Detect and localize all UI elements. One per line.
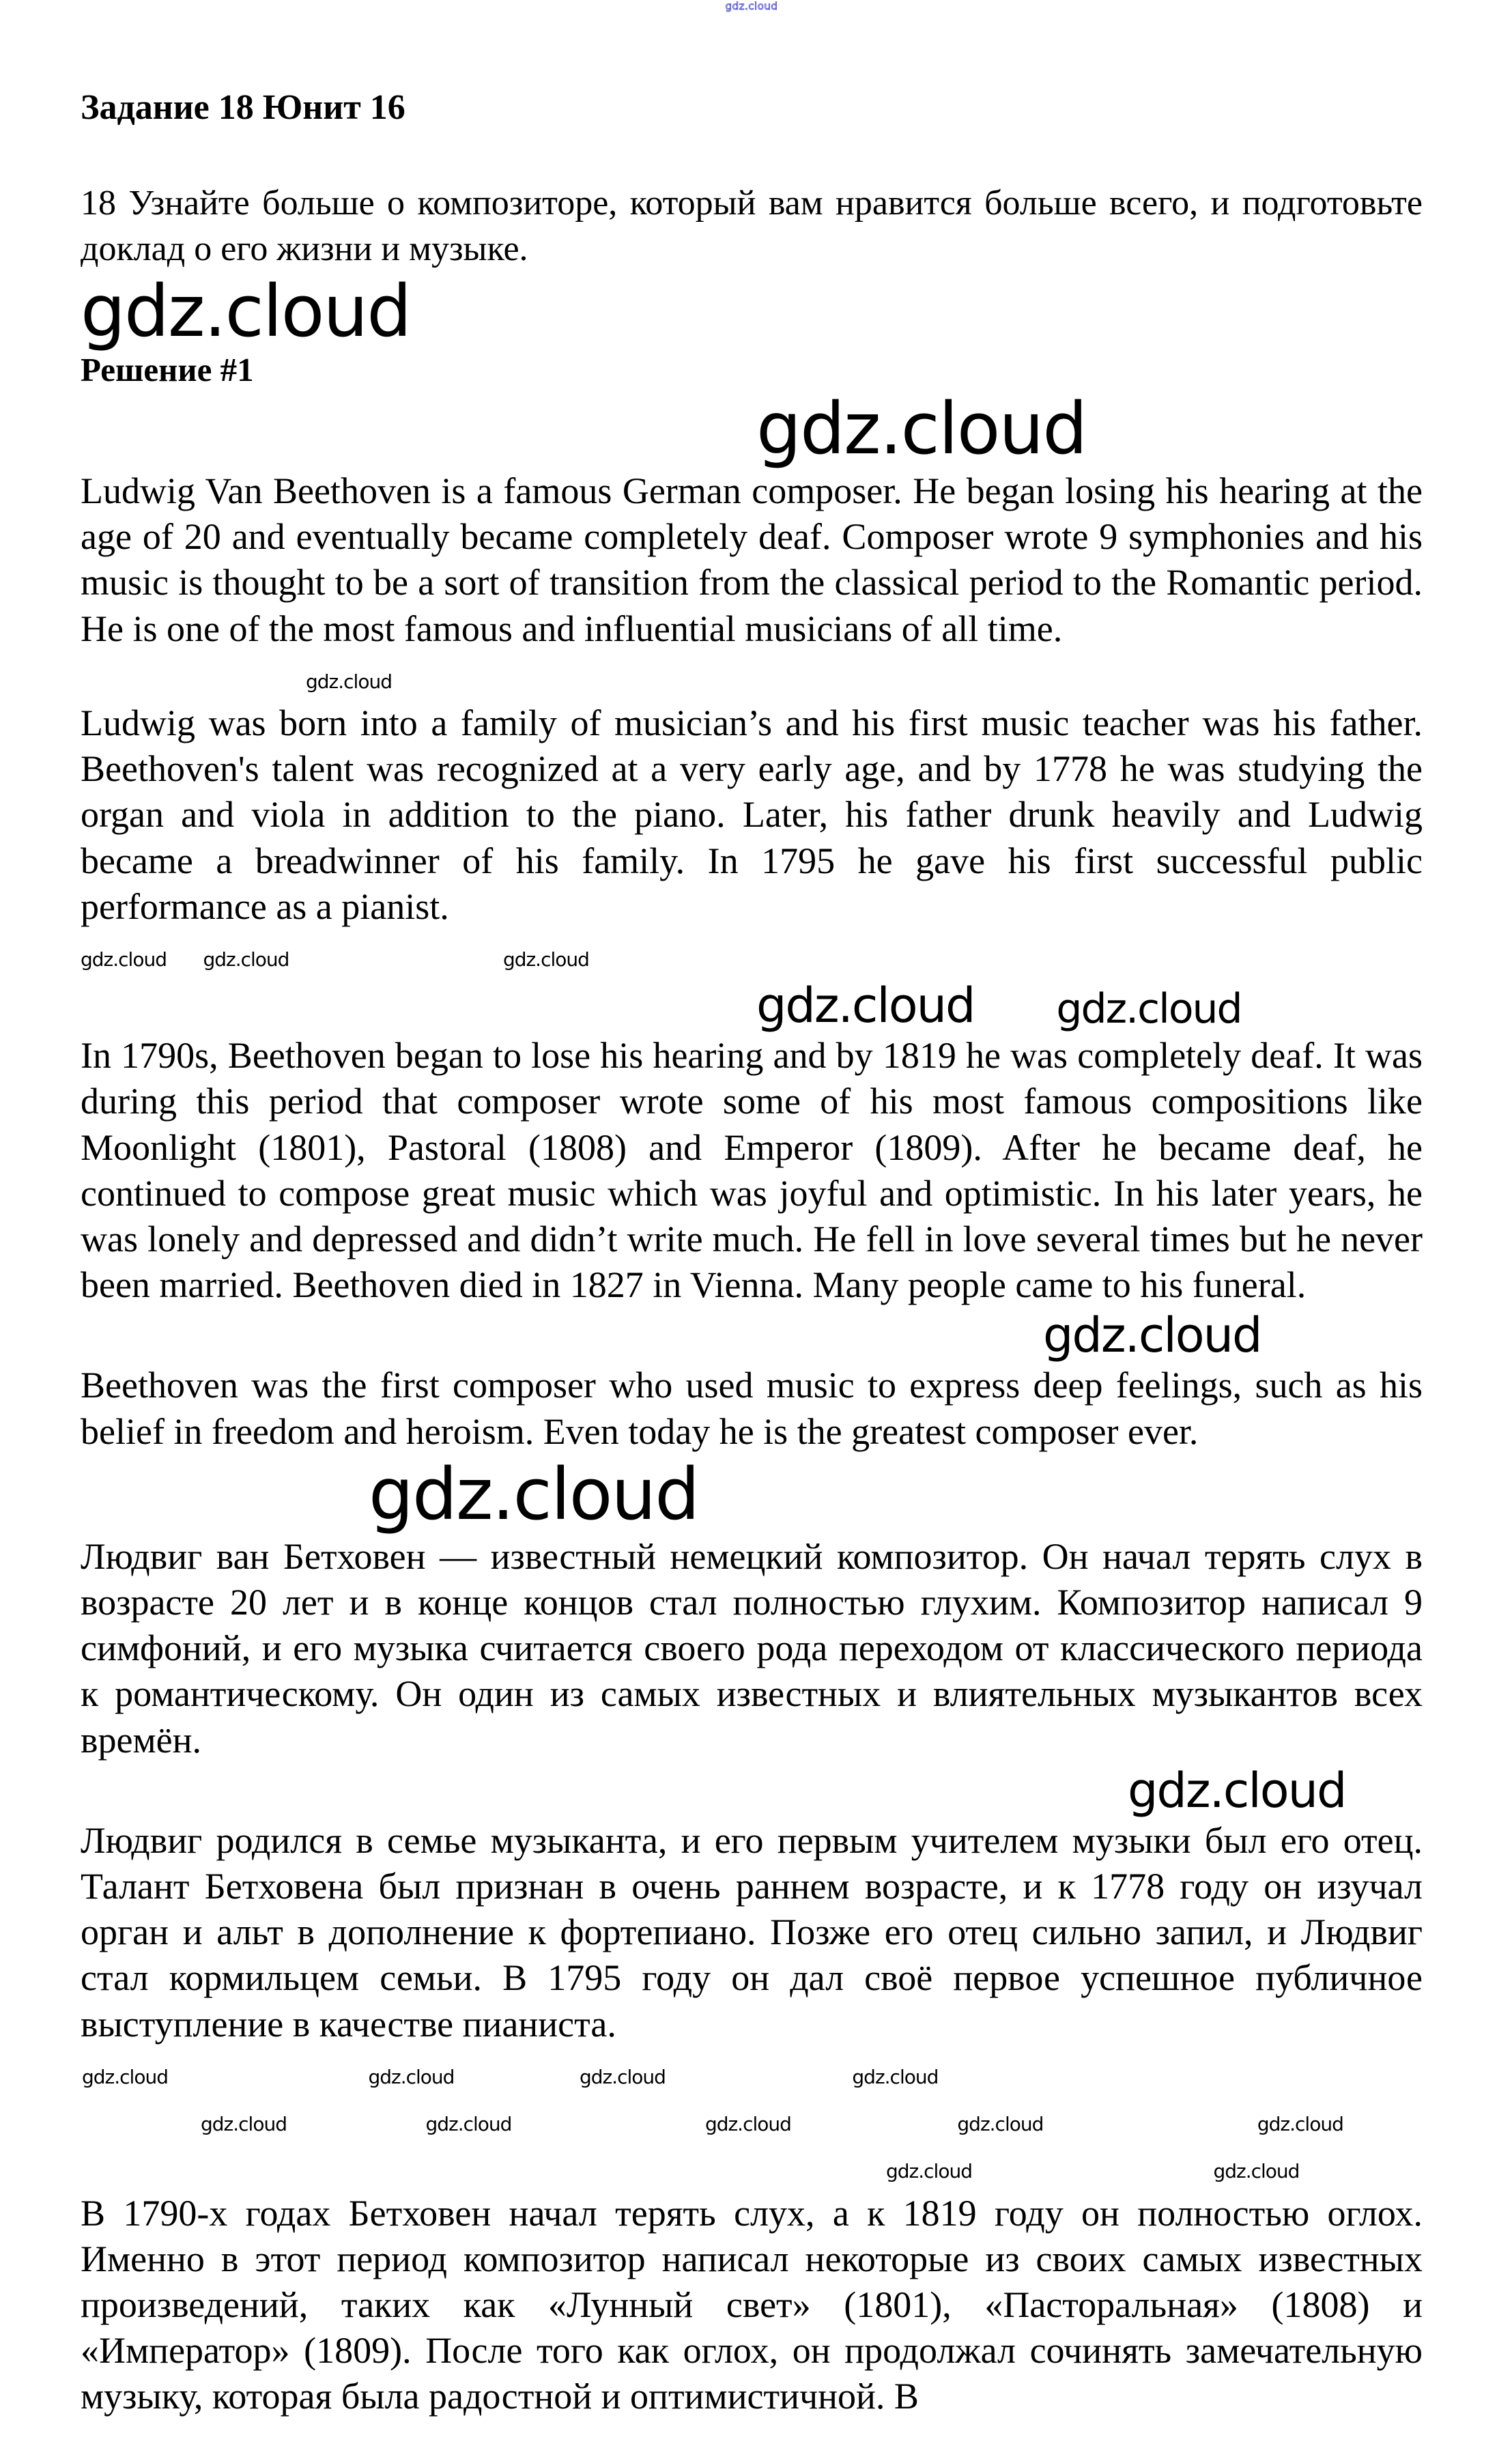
watermark-row xyxy=(81,2143,1423,2189)
watermark-text: gdz.cloud xyxy=(579,2065,666,2088)
english-paragraph: Beethoven was the first composer who used music to express deep feelings, such as his belief in freedom and heroism. Even today he is the greatest composer ever. xyxy=(81,1365,1423,1452)
watermark-row xyxy=(81,2096,1423,2142)
watermark-row xyxy=(81,931,1423,977)
watermark-text: gdz.cloud xyxy=(1043,1307,1261,1364)
watermark-text: gdz.cloud xyxy=(369,1452,699,1536)
watermark-text: gdz.cloud xyxy=(201,2113,287,2136)
english-paragraph: Ludwig Van Beethoven is a famous German composer. He began losing his hearing at the age of 20 and eventually became completely deaf. Composer wrote 9 symphonies and his music is thought to be a sort of transition from the classical period to the Romantic period. He is one of the most famous and influential musicians of all time. xyxy=(81,470,1423,649)
russian-paragraph: Людвиг ван Бетховен — известный немецкий композитор. Он начал терять слух в возрасте 20 лет и в конце концов стал полностью глухим. Композитор написал 9 симфоний, и его музыка считается своего рода переходом от классического периода к романтическому. Он один из самых известных и влиятельных музыкантов всех времён. xyxy=(81,1535,1423,1761)
watermark-text: gdz.cloud xyxy=(756,387,1087,470)
watermark-text: gdz.cloud xyxy=(1056,985,1242,1034)
russian-paragraph: Людвиг родился в семье музыканта, и его первым учителем музыки был его отец. Талант Бетховена был признан в очень раннем возрасте, и к 1778 году он изучал орган и альт в дополнение к фортепиано. Позже его отец сильно запил, и Людвиг стал кормильцем семьи. В 1795 году он дал своё первое успешное публичное выступление в качестве пианиста. xyxy=(81,1819,1423,2045)
russian-paragraph: В 1790-х годах Бетховен начал терять слух, а к 1819 году он полностью оглох. Именно в этот период композитор написал некоторые из своих самых известных произведений, таких как «Лунный свет» (1801), «Пасторальная» (1808) и «Император» (1809). После того как оглох, он продолжал сочинять замечательную музыку, которая была радостной и оптимистичной. В xyxy=(81,2192,1423,2417)
watermark-text: gdz.cloud xyxy=(852,2065,939,2088)
page-title: Задание 18 Юнит 16 xyxy=(81,88,405,127)
watermark-text: gdz.cloud xyxy=(306,670,392,693)
watermark-text: gdz.cloud xyxy=(957,2113,1044,2136)
watermark-text: gdz.cloud xyxy=(704,2113,791,2136)
watermark-text: gdz.cloud xyxy=(203,948,289,971)
watermark-text: gdz.cloud xyxy=(425,2113,512,2136)
watermark-text: gdz.cloud xyxy=(1213,2160,1300,2183)
watermark-row xyxy=(81,653,1423,699)
solution-label: Решение #1 xyxy=(81,351,254,388)
russian-answer xyxy=(81,1534,1423,2420)
english-paragraph: In 1790s, Beethoven began to lose his hearing and by 1819 he was completely deaf. It was during this period that composer wrote some of his most famous compositions like Moonlight (1801), Pastoral (1808) and Emperor (1809). After he became deaf, he continued to compose great music which was joyful and optimistic. In his later years, he was lonely and depressed and didn’t write much. He fell in love several times but he never been married. Beethoven died in 1827 in Vienna. Many people came to his funeral. xyxy=(81,1035,1423,1306)
watermark-row xyxy=(81,2049,1423,2094)
watermark-text: gdz.cloud xyxy=(1128,1762,1346,1819)
watermark-text: gdz.cloud xyxy=(886,2160,972,2183)
task-text: 18 Узнайте больше о композиторе, который вам нравится больше всего, и подготовьте доклад о его жизни и музыке. xyxy=(81,184,1423,268)
watermark-text: gdz.cloud xyxy=(1257,2113,1343,2136)
watermark-text: gdz.cloud xyxy=(756,978,975,1034)
watermark-text: gdz.cloud xyxy=(81,270,411,353)
watermark-text: gdz.cloud xyxy=(502,948,589,971)
watermark-text: gdz.cloud xyxy=(368,2065,455,2088)
watermark-text: gdz.cloud xyxy=(82,2065,168,2088)
english-answer xyxy=(81,468,1423,1455)
english-paragraph: Ludwig was born into a family of musician’s and his first music teacher was his father. Beethoven's talent was recognized at a very early age, and by 1778 he was studying the organ and viola in addition to the piano. Later, his father drunk heavily and Ludwig became a breadwinner of his family. In 1795 he gave his first successful public performance as a pianist. xyxy=(81,702,1423,927)
watermark-row xyxy=(81,978,1423,1033)
watermark-text: gdz.cloud xyxy=(81,948,167,971)
top-watermark: gdz.cloud xyxy=(725,0,778,12)
